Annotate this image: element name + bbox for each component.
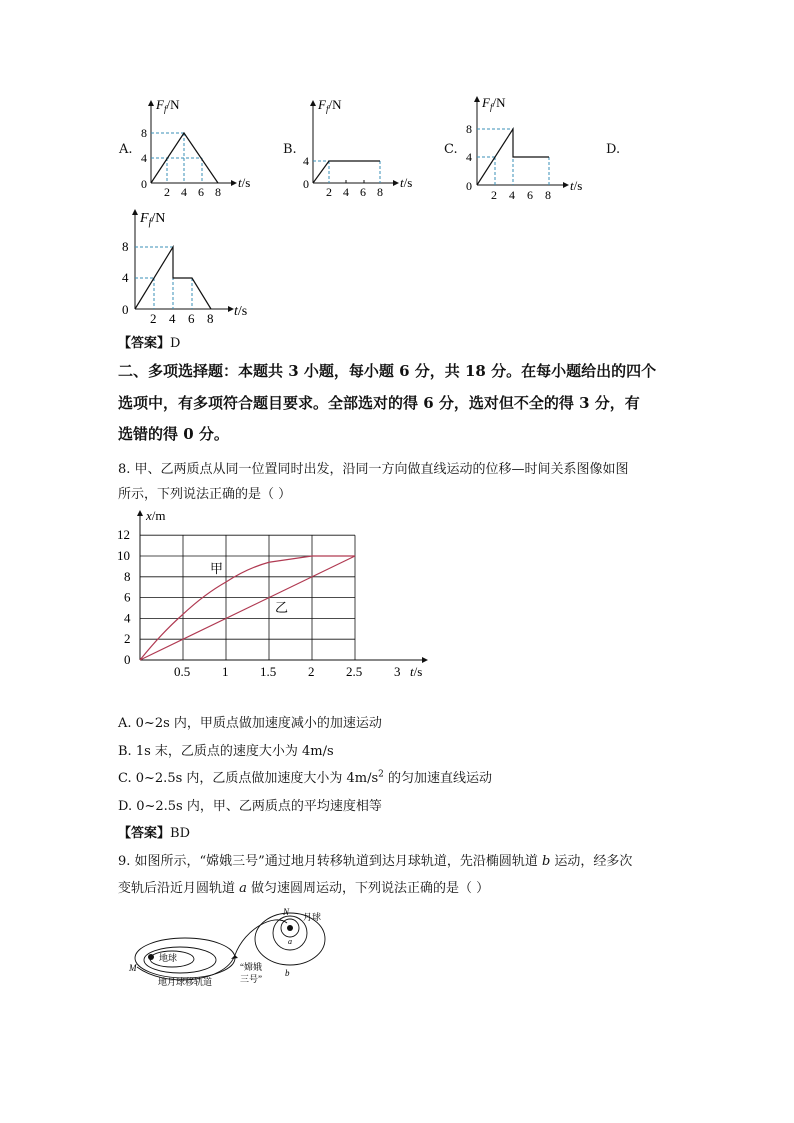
q8-option-b: B. 1s 末，乙质点的速度大小为 4m/s — [118, 744, 334, 759]
y-tick-label: 0 — [124, 652, 131, 667]
option-b-label: B. — [283, 142, 297, 157]
earth-orbit — [144, 947, 216, 973]
y-tick: 0 — [122, 302, 129, 317]
x-tick: 8 — [215, 185, 221, 199]
y-tick: 4 — [466, 150, 472, 164]
graph-c — [462, 92, 592, 200]
x-axis-label: t/s — [570, 178, 583, 193]
y-tick: 8 — [466, 122, 472, 136]
q8-option-a: A. 0~2s 内，甲质点做加速度减小的加速运动 — [118, 716, 382, 731]
x-tick: 6 — [360, 185, 366, 199]
q9-orbit-diagram — [125, 903, 355, 993]
x-tick: 4 — [509, 188, 515, 202]
y-axis-label: $F_f/N$ — [140, 211, 166, 228]
label-moon: 月球 — [303, 912, 322, 922]
x-axis-label: t/s — [400, 175, 413, 190]
x-tick-label: 2 — [308, 664, 315, 679]
y-axis-label: $F_f/N$ — [156, 97, 180, 114]
x-tick: 6 — [188, 311, 195, 326]
option-d-label: D. — [606, 142, 621, 157]
label-chang-e-1: “嫦娥 — [240, 962, 262, 972]
x-tick: 8 — [377, 185, 383, 199]
x-tick-label: 2.5 — [346, 664, 363, 679]
y-tick: 4 — [122, 270, 129, 285]
label-n: N — [283, 907, 290, 917]
y-tick-label: 12 — [117, 527, 130, 543]
label-chang-e-2: 三号” — [240, 974, 262, 984]
moon-dot — [287, 925, 293, 931]
x-tick: 2 — [491, 188, 497, 202]
q8-answer — [118, 822, 190, 841]
x-tick-label: 0.5 — [174, 664, 191, 679]
y-tick: 0 — [466, 179, 472, 193]
x-tick-label: 1 — [222, 664, 229, 679]
earth-dot — [148, 954, 154, 960]
x-tick: 8 — [207, 311, 214, 326]
answer-tag: 【答案】 — [118, 336, 171, 351]
y-tick-label: 2 — [124, 631, 131, 647]
q9-stem-line1: 9. 如图所示，“嫦娥三号”通过地月转移轨道到达月球轨道，先沿椭圆轨道 b 运动，经多次 — [118, 854, 633, 869]
x-tick: 6 — [198, 185, 204, 199]
x-tick: 4 — [343, 185, 349, 199]
option-a-label: A. — [119, 142, 133, 157]
label-m: M — [129, 963, 137, 973]
x-tick: 2 — [150, 311, 157, 326]
y-tick-label: 10 — [117, 548, 130, 563]
y-tick: 8 — [122, 239, 129, 254]
y-axis-label: x/m — [146, 508, 166, 523]
arrow-icon — [231, 955, 238, 959]
y-tick-label: 4 — [124, 610, 131, 626]
force-curve — [313, 161, 380, 183]
graph-a — [138, 95, 258, 197]
x-tick-label: 3 — [394, 664, 401, 679]
x-tick-label: 1.5 — [260, 664, 277, 679]
label-b: b — [285, 968, 290, 978]
x-tick: 2 — [326, 185, 332, 199]
grid — [140, 535, 355, 660]
x-axis-label: t/s — [234, 304, 248, 319]
x-tick: 4 — [181, 185, 187, 199]
q7-answer — [118, 332, 180, 351]
y-axis-label: $F_f/N$ — [318, 97, 342, 114]
q8-option-c: C. 0~2.5s 内，乙质点做加速度大小为 $4m/s^2$ 的匀加速直线运动 — [118, 769, 493, 786]
graph-d — [118, 205, 258, 326]
x-tick: 6 — [527, 188, 533, 202]
y-tick: 4 — [141, 151, 147, 165]
label-earth: 地球 — [159, 953, 178, 963]
label-transfer-orbit: 地月球移轨道 — [158, 977, 213, 987]
series-yi-label: 乙 — [275, 600, 289, 615]
y-tick: 0 — [141, 177, 147, 191]
y-tick: 0 — [303, 177, 309, 191]
label-a: a — [288, 937, 292, 946]
q8-stem-line2: 所示，下列说法正确的是（ ） — [118, 487, 292, 502]
q8-xt-chart — [115, 503, 445, 683]
y-axis-label: $F_f/N$ — [482, 95, 506, 112]
x-axis-label: t/s — [238, 175, 251, 190]
option-c-label: C. — [444, 142, 458, 157]
x-axis-label: t/s — [410, 664, 423, 679]
y-tick-label: 6 — [124, 589, 131, 605]
q9-stem-line2: 变轨后沿近月圆轨道 a 做匀速圆周运动，下列说法正确的是（ ） — [118, 881, 490, 896]
answer-tag: 【答案】 — [118, 826, 171, 841]
x-tick: 2 — [164, 185, 170, 199]
section-heading-line2: 选项中，有多项符合题目要求。全部选对的得 6 分，选对但不全的得 3 分，有 — [118, 394, 640, 412]
y-tick-label: 8 — [124, 568, 131, 584]
section-heading-line3: 选错的得 0 分。 — [118, 425, 229, 443]
series-jia-label: 甲 — [210, 561, 224, 576]
graph-b — [300, 95, 420, 197]
x-tick: 4 — [169, 311, 176, 326]
answer-value: D — [170, 336, 181, 351]
series-yi-line — [140, 556, 355, 660]
q8-option-d: D. 0~2.5s 内，甲、乙两质点的平均速度相等 — [118, 799, 382, 814]
y-tick: 8 — [141, 126, 147, 140]
answer-value: BD — [170, 826, 190, 841]
x-tick: 8 — [545, 188, 551, 202]
section-heading-line1: 二、多项选择题：本题共 3 小题，每小题 6 分，共 18 分。在每小题给出的四个 — [118, 362, 657, 380]
q8-stem-line1: 8. 甲、乙两质点从同一位置同时出发，沿同一方向做直线运动的位移—时间关系图像如图 — [118, 462, 629, 477]
y-tick: 4 — [303, 154, 309, 168]
